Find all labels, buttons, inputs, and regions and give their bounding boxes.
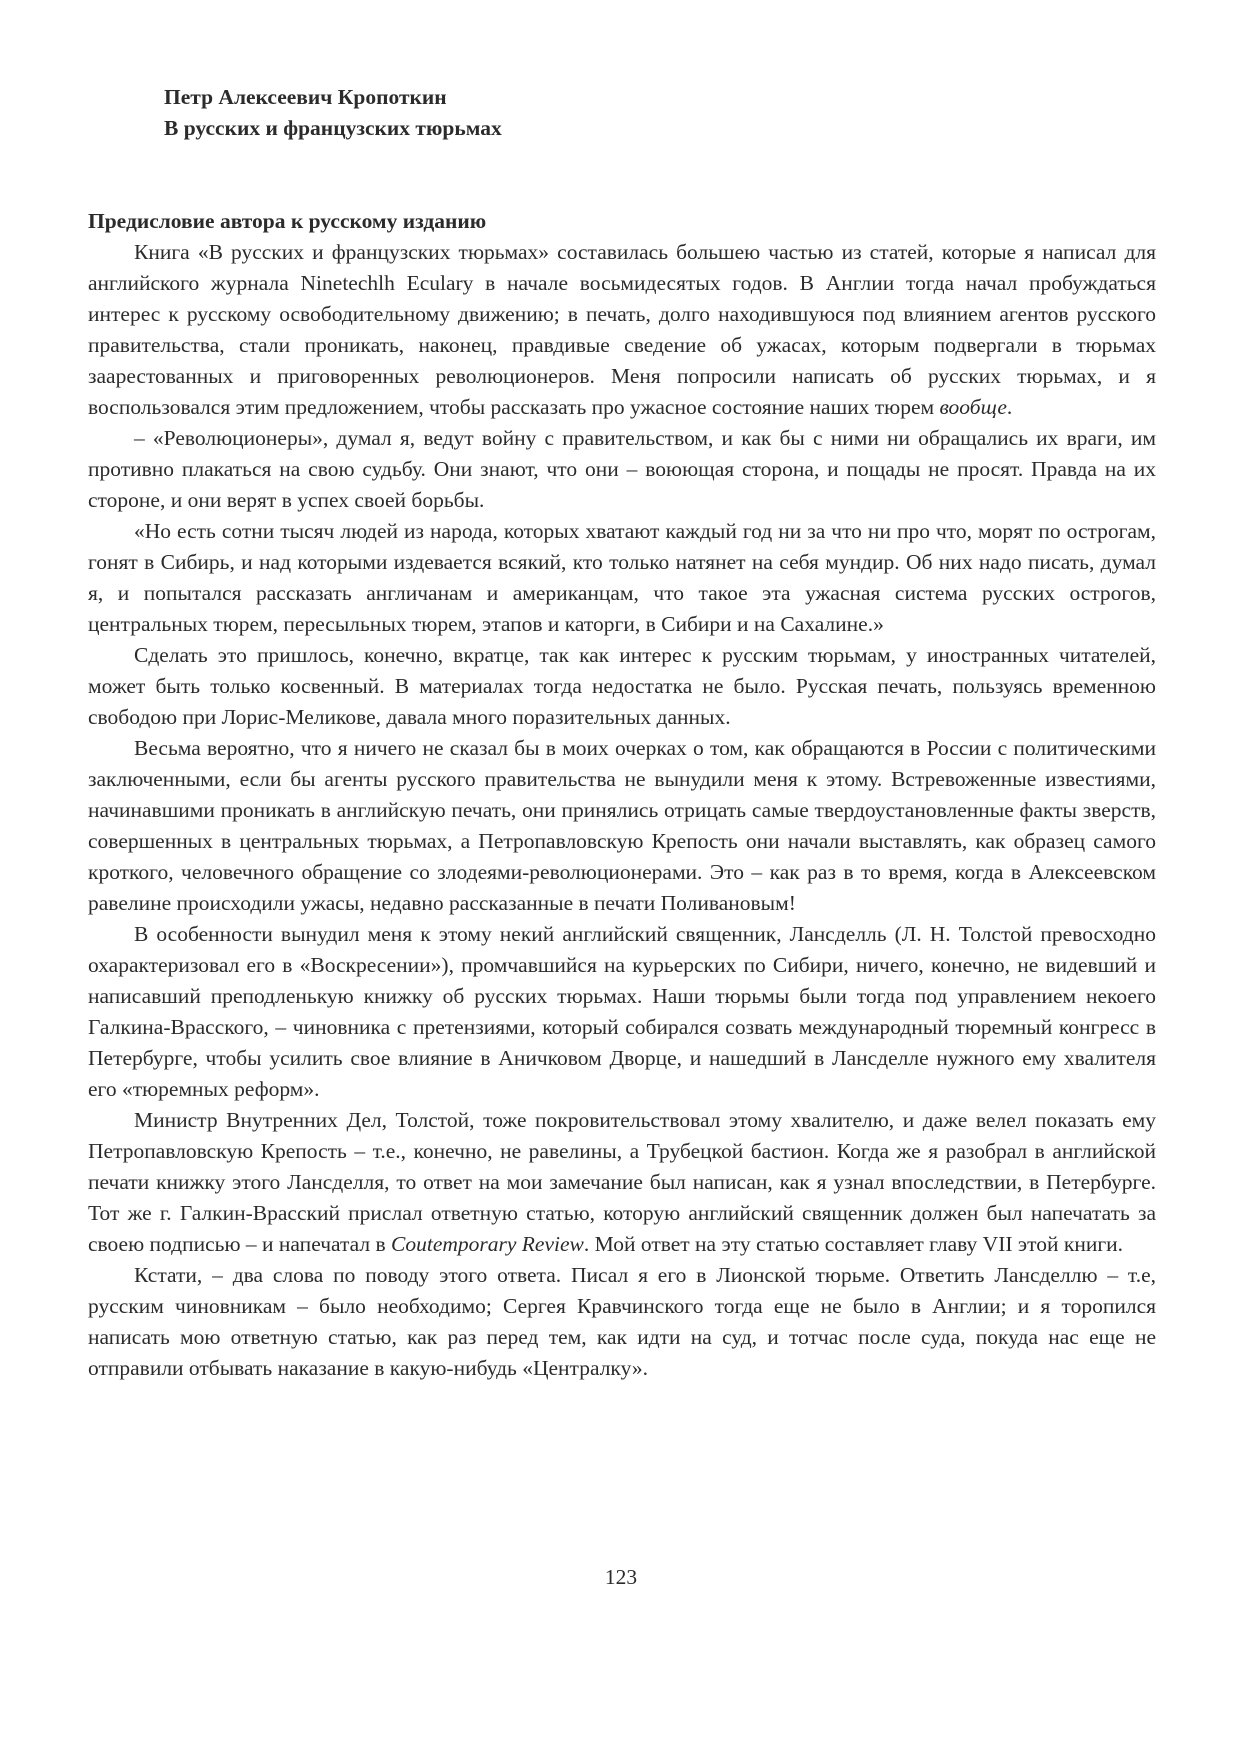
author-name: Петр Алексеевич Кропоткин bbox=[164, 85, 447, 109]
paragraph-3 bbox=[88, 516, 1156, 640]
paragraph-text: Весьма вероятно, что я ничего не сказал бы в моих очерках о том, как обращаются в России с политическими заключенными, если бы агенты русского правительства не вынудили меня к этому. Встревоженные известиями, начинавшими проникать в английскую печать, они принялись отрицать самые твердоустановленные факты зверств, совершенных в центральных тюрьмах, а Петропавловскую Крепость они начали выставлять, как образец самого кроткого, человечного обращение со злодеями-революционерами. Это – как раз в то время, когда в Алексеевском равелине происходили ужасы, недавно рассказанные в печати Поливановым! bbox=[88, 736, 1156, 915]
book-title: В русских и французских тюрьмах bbox=[164, 116, 502, 140]
paragraph-text: Сделать это пришлось, конечно, вкратце, так как интерес к русским тюрьмам, у иностранных читателей, может быть только косвенный. В материалах тогда недостатка не было. Русская печать, пользуясь временною свободою при Лорис-Меликове, давала много поразительных данных. bbox=[88, 643, 1156, 729]
paragraph-text-end: . Мой ответ на эту статью составляет главу VII этой книги. bbox=[583, 1232, 1124, 1256]
paragraph-text: Министр Внутренних Дел, Толстой, тоже покровительствовал этому хвалителю, и даже велел показать ему Петропавловскую Крепость – т.е., конечно, не равелины, а Трубецкой бастион. Когда же я разобрал в английской печати книжку этого Лансделля, то ответ на мои замечание был написан, как я узнал впоследствии, в Петербурге. Тот же г. Галкин-Врасский прислал ответную статью, которую английский священник должен был напечатать за своею подписью – и напечатал в bbox=[88, 1108, 1156, 1256]
paragraph-2 bbox=[88, 423, 1156, 516]
paragraph-7 bbox=[88, 1105, 1156, 1260]
paragraph-text: – «Революционеры», думал я, ведут войну с правительством, и как бы с ними ни обращались их враги, им противно плакаться на свою судьбу. Они знают, что они – воюющая сторона, и пощады не просят. Правда на их стороне, и они верят в успех своей борьбы. bbox=[88, 426, 1156, 512]
paragraph-text: Книга «В русских и французских тюрьмах» составилась большею частью из статей, которые я написал для английского журнала Ninetechlh Eculary в начале восьмидесятых годов. В Англии тогда начал пробуждаться интерес к русскому освободительному движению; в печать, долго находившуюся под влиянием агентов русского правительства, стали проникать, наконец, правдивые сведение об ужасах, которым подвергали в тюрьмах заарестованных и приговоренных революционеров. Меня попросили написать об русских тюрьмах, и я воспользовался этим предложением, чтобы рассказать про ужасное состояние наших тюрем bbox=[88, 240, 1156, 419]
paragraph-8 bbox=[88, 1260, 1156, 1384]
paragraph-text: Кстати, – два слова по поводу этого ответа. Писал я его в Лионской тюрьме. Ответить Лансделлю – т.е, русским чиновникам – было необходимо; Сергея Кравчинского тогда еще не было в Англии; и я торопился написать мою ответную статью, как раз перед тем, как идти на суд, и тотчас после суда, покуда нас еще не отправили отбывать наказание в какую-нибудь «Централку». bbox=[88, 1263, 1156, 1380]
preface-title: Предисловие автора к русскому изданию bbox=[88, 209, 487, 233]
page-number: 123 bbox=[604, 1565, 638, 1589]
paragraph-text-end: . bbox=[1006, 395, 1013, 419]
document-page bbox=[88, 82, 1156, 1384]
paragraph-1 bbox=[88, 237, 1156, 423]
heading-block bbox=[88, 82, 1156, 144]
paragraph-text: В особенности вынудил меня к этому некий английский священник, Лансделль (Л. Н. Толстой превосходно охарактеризовал его в «Воскресении»), промчавшийся на курьерских по Сибири, ничего, конечно, не видевший и написавший преподленькую книжку об русских тюрьмах. Наши тюрьмы были тогда под управлением некоего Галкина-Врасского, – чиновника с претензиями, который собирался созвать международный тюремный конгресс в Петербурге, чтобы усилить свое влияние в Аничковом Дворце, и нашедший в Лансделле нужного ему хвалителя его «тюремных реформ». bbox=[88, 922, 1156, 1101]
paragraph-4 bbox=[88, 640, 1156, 733]
paragraph-emphasis: Coutemporary Review bbox=[391, 1232, 584, 1256]
paragraph-6 bbox=[88, 919, 1156, 1105]
paragraph-5 bbox=[88, 733, 1156, 919]
paragraph-text: «Но есть сотни тысяч людей из народа, которых хватают каждый год ни за что ни про что, морят по острогам, гонят в Сибирь, и над которыми издевается всякий, кто только натянет на себя мундир. Об них надо писать, думал я, и попытался рассказать англичанам и американцам, что такое эта ужасная система русских острогов, центральных тюрем, пересыльных тюрем, этапов и каторги, в Сибири и на Сахалине.» bbox=[88, 519, 1156, 636]
paragraph-emphasis: вообще bbox=[939, 395, 1007, 419]
